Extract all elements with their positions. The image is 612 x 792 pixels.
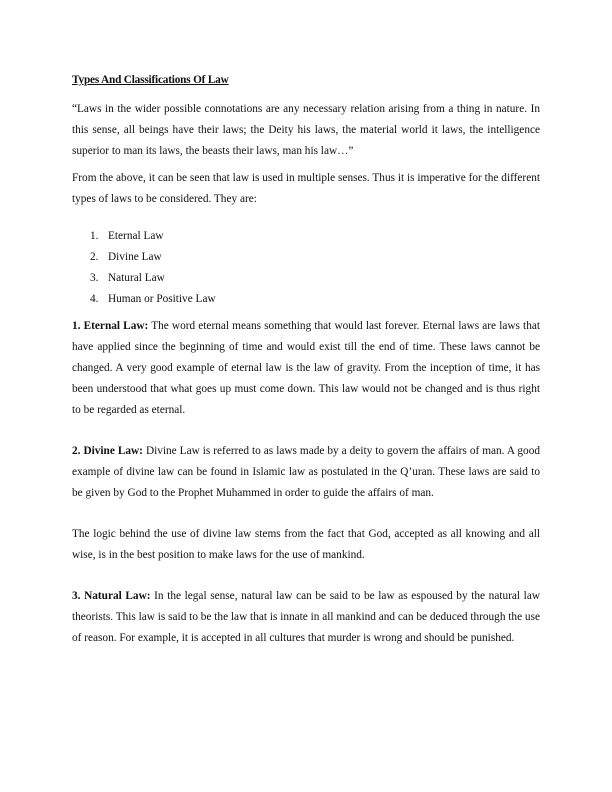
list-item-number: 4. [90, 293, 99, 305]
list-item [90, 247, 540, 268]
types-list [72, 226, 540, 310]
list-item [90, 226, 540, 247]
eternal-law-heading: 1. Eternal Law: [72, 320, 149, 332]
document-body [72, 70, 540, 669]
list-item-label: Natural Law [108, 272, 165, 284]
list-item-label: Eternal Law [108, 230, 164, 242]
intro-paragraph: From the above, it can be seen that law is used in multiple senses. Thus it is imperative for the different types of laws to be considered. They are: [72, 172, 540, 205]
list-item [90, 268, 540, 289]
divine-law-heading: 2. Divine Law: [72, 445, 143, 457]
list-item-number: 1. [90, 230, 99, 242]
divine-law-logic: The logic behind the use of divine law stems from the fact that God, accepted as all knowing and all wise, is in the best position to make laws for the use of mankind. [72, 528, 540, 561]
natural-law-heading: 3. Natural Law: [72, 590, 151, 602]
natural-law-section [72, 586, 540, 649]
divine-law-section [72, 441, 540, 504]
page-title: Types And Classifications Of Law [72, 74, 229, 86]
list-item-number: 2. [90, 251, 99, 263]
divine-law-body: Divine Law is referred to as laws made by a deity to govern the affairs of man. A good example of divine law can be found in Islamic law as postulated in the Q’uran. These laws are said to be given by God to the Prophet Muhammed in order to guide the affairs of man. [72, 445, 540, 499]
natural-law-body: In the legal sense, natural law can be said to be law as espoused by the natural law theorists. This law is said to be the law that is innate in all mankind and can be deduced through the use of reason. For example, it is accepted in all cultures that murder is wrong and should be punished. [72, 590, 540, 644]
list-item-label: Human or Positive Law [108, 293, 216, 305]
opening-quote: “Laws in the wider possible connotations are any necessary relation arising from a thing in nature. In this sense, all beings have their laws; the Deity his laws, the material world it laws, the intelligence superior to man its laws, the beasts their laws, man his law…” [72, 103, 540, 157]
list-item-label: Divine Law [108, 251, 162, 263]
eternal-law-section [72, 316, 540, 421]
list-item [90, 289, 540, 310]
list-item-number: 3. [90, 272, 99, 284]
eternal-law-body: The word eternal means something that would last forever. Eternal laws are laws that have applied since the beginning of time and would exist till the end of time. These laws cannot be changed. A very good example of eternal law is the law of gravity. From the inception of time, it has been understood that what goes up must come down. This law would not be changed and is thus right to be regarded as eternal. [72, 320, 540, 416]
